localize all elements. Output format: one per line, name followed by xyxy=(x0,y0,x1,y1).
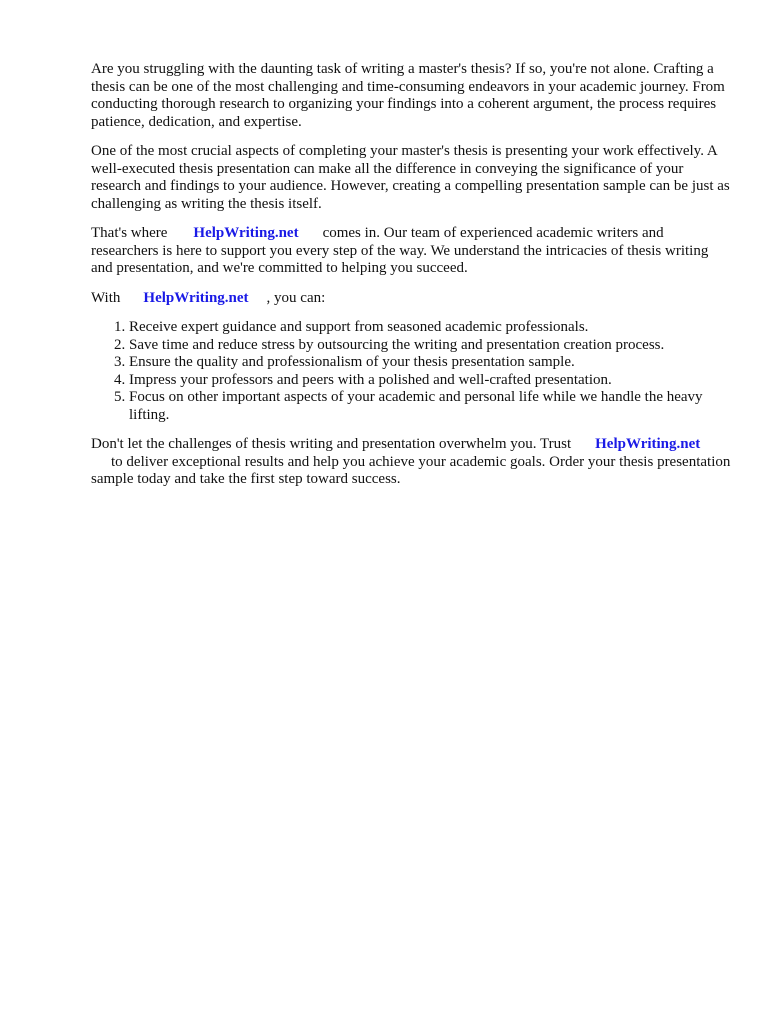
list-item: 4. Impress your professors and peers with a polished and well-crafted presentation. xyxy=(129,372,731,390)
helpwriting-link[interactable]: HelpWriting.net xyxy=(193,225,299,241)
list-item: 3. Ensure the quality and professionalism of your thesis presentation sample. xyxy=(129,354,731,372)
paragraph-text: That's where xyxy=(91,225,168,241)
paragraph-with xyxy=(91,290,731,308)
list-item: 5. Focus on other important aspects of your academic and personal life while we handle the heavy lifting. xyxy=(129,389,731,424)
helpwriting-link[interactable]: HelpWriting.net xyxy=(595,436,701,452)
list-item: 1. Receive expert guidance and support from seasoned academic professionals. xyxy=(129,319,731,337)
helpwriting-link[interactable]: HelpWriting.net xyxy=(143,289,249,306)
paragraph-text: With xyxy=(91,289,121,306)
document-page xyxy=(91,61,731,501)
paragraph-presentation: One of the most crucial aspects of completing your master's thesis is presenting your work effectively. A well-executed thesis presentation can make all the difference in conveying the significance of your research and findings to your audience. However, creating a compelling presentation sample can be just as challenging as writing the thesis itself. xyxy=(91,143,730,212)
paragraph-text: comes in. Our team of experienced academic writers and researchers is here to support you every step of the way. We understand the intricacies of thesis writing and presentation, and we're committed to helping you succeed. xyxy=(91,225,709,276)
list-item: 2. Save time and reduce stress by outsourcing the writing and presentation creation process. xyxy=(129,337,731,355)
paragraph-closing xyxy=(91,436,731,489)
paragraph-thats-where xyxy=(91,225,731,278)
paragraph-text: to deliver exceptional results and help you achieve your academic goals. Order your thesis presentation sample today and take the first step toward success. xyxy=(91,453,731,487)
paragraph-intro: Are you struggling with the daunting task of writing a master's thesis? If so, you're not alone. Crafting a thesis can be one of the most challenging and time-consuming endeavors in your academic journey. From conducting thorough research to organizing your findings into a coherent argument, the process requires patience, dedication, and expertise. xyxy=(91,61,725,130)
paragraph-text: Don't let the challenges of thesis writing and presentation overwhelm you. Trust xyxy=(91,436,572,452)
benefits-list xyxy=(91,319,731,424)
paragraph-text: , you can: xyxy=(266,289,326,306)
